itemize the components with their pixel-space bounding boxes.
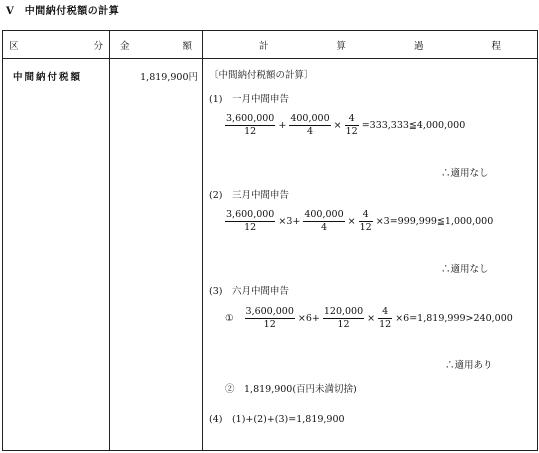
s3-equation <box>225 306 513 331</box>
s3-fraction-1: $\frac{3,600,000}{12}$ <box>245 306 294 330</box>
s2-op-2: × <box>347 216 356 227</box>
s1-op-2: × <box>333 120 342 131</box>
header-keisan-char-3: 過 <box>413 40 424 52</box>
calculation-table <box>2 30 538 451</box>
s3-item2: ② 1,819,900(百円未満切捨) <box>225 384 357 395</box>
s2-fraction-2: $\frac{400,000}{4}$ <box>304 209 344 233</box>
header-kingaku <box>110 31 203 59</box>
header-keisan-char-1: 計 <box>259 40 269 52</box>
header-row <box>3 31 538 59</box>
s2-equation <box>225 209 493 234</box>
s3-result: ×6=1,819,999>240,000 <box>395 313 513 324</box>
header-kingaku-char-1: 金 <box>120 40 130 52</box>
s3-op-1: ×6+ <box>297 313 320 324</box>
s2-heading: (2) 三月中間申告 <box>209 190 289 201</box>
s2-result: ×3=999,999≦1,000,000 <box>375 216 494 227</box>
s2-conclusion: ∴適用なし <box>441 264 489 275</box>
header-kubun-char-1: 区 <box>9 40 19 52</box>
s3-item1-mark: ① <box>225 313 234 324</box>
header-keisan-char-4: 程 <box>491 40 501 52</box>
s1-heading: (1) 一月中間申告 <box>209 94 289 105</box>
s2-fraction-3: $\frac{4}{12}$ <box>359 209 372 233</box>
s3-conclusion: ∴適用あり <box>445 360 493 371</box>
s4-summary: (4) (1)+(2)+(3)=1,819,900 <box>209 414 345 425</box>
row-amount: 1,819,900円 <box>110 59 203 451</box>
header-kubun <box>3 31 110 59</box>
s3-fraction-2: $\frac{120,000}{12}$ <box>323 306 364 330</box>
header-keisan-char-2: 算 <box>336 40 346 52</box>
calc-title: 〔中間納付税額の計算〕 <box>209 70 314 81</box>
s2-op-1: ×3+ <box>278 216 301 227</box>
s1-fraction-1: $\frac{3,600,000}{12}$ <box>226 113 275 137</box>
header-kubun-char-2: 分 <box>93 40 103 52</box>
calc-process-cell <box>203 59 538 451</box>
s2-fraction-1: $\frac{3,600,000}{12}$ <box>226 209 275 233</box>
s1-result: =333,333≦4,000,000 <box>361 120 466 131</box>
s3-op-2: × <box>367 313 376 324</box>
s1-conclusion: ∴適用なし <box>441 168 489 179</box>
header-keisan <box>203 31 538 59</box>
s1-fraction-2: $\frac{400,000}{4}$ <box>290 113 330 137</box>
s1-fraction-3: $\frac{4}{12}$ <box>345 113 358 137</box>
header-kingaku-char-2: 額 <box>182 40 192 52</box>
s3-heading: (3) 六月中間申告 <box>209 286 289 297</box>
section-title: V 中間納付税額の計算 <box>6 6 120 17</box>
s3-fraction-3: $\frac{4}{12}$ <box>379 306 392 330</box>
row-label: 中間納付税額 <box>3 59 110 451</box>
data-row <box>3 59 538 451</box>
s1-op-1: + <box>278 120 287 131</box>
s1-equation <box>225 113 465 138</box>
